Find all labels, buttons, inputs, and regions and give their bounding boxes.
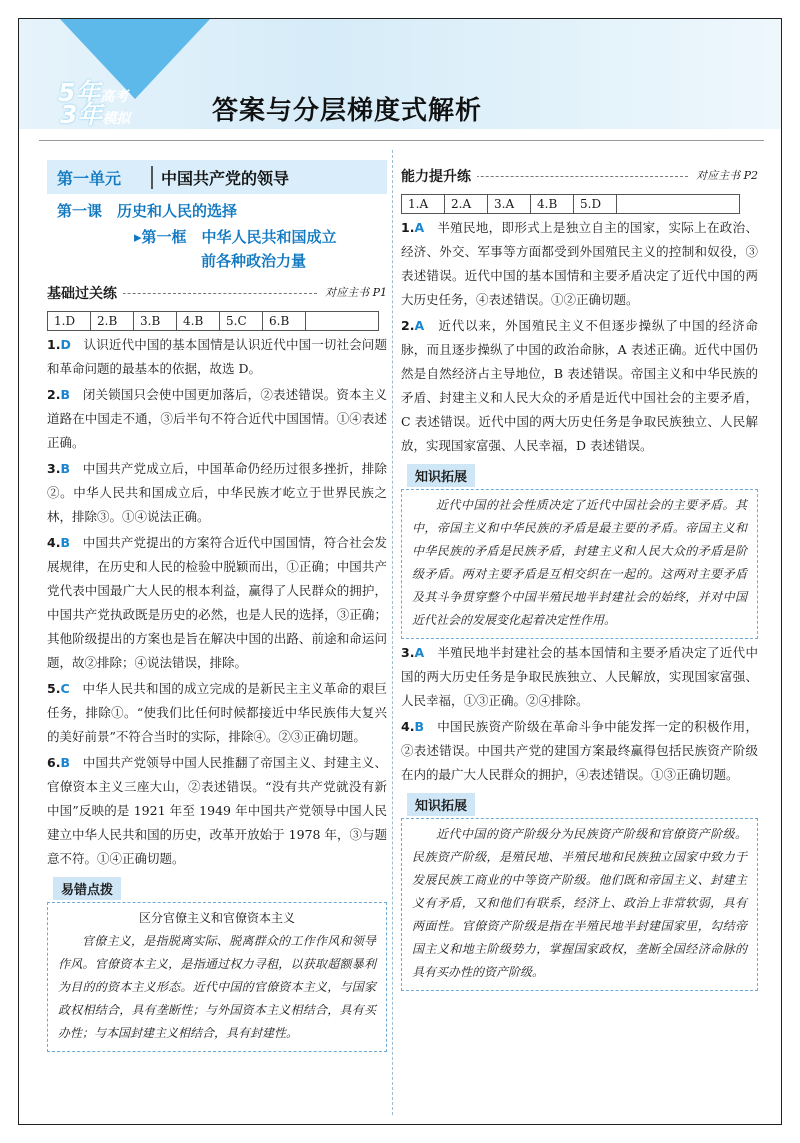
lesson-title: 第一课 历史和人民的选择	[57, 202, 238, 220]
answer-cell: 4.B	[531, 195, 574, 214]
unit-header	[47, 160, 387, 194]
extension-box	[401, 489, 758, 639]
question-item: 2.B 闭关锁国只会使中国更加落后，②表述错误。资本主义道路在中国走不通，③后半句不符合近代中国国情。①④表述正确。	[47, 387, 387, 450]
answer-cell: 3.A	[488, 195, 531, 214]
column-divider	[392, 150, 393, 1115]
question-item: 4.B 中国民族资产阶级在革命斗争中能发挥一定的积极作用，②表述错误。中国共产党的建国方案最终赢得包括民族资产阶级在内的最广大人民群众的拥护，④表述错误。①③正确切题。	[401, 719, 758, 782]
answer-cell: 4.B	[177, 312, 220, 331]
extension-text: 近代中国的社会性质决定了近代中国社会的主要矛盾。其中，帝国主义和中华民族的矛盾是最主要的矛盾。帝国主义和中华民族的矛盾是民族矛盾，封建主义和人民大众的矛盾是阶级矛盾。两对主要矛盾是互相交织在一起的。这两对主要矛盾及其斗争贯穿整个中国半殖民地半封建社会的始终，并对中国近代社会的发展变化起着决定性作用。	[412, 498, 747, 627]
unit-title: 中国共产党的领导	[151, 166, 289, 189]
question-item: 1.A 半殖民地，即形式上是独立自主的国家，实际上在政治、经济、外交、军事等方面都受到外国殖民主义的控制和奴役，③表述错误。近代中国的基本国情和主要矛盾决定了近代中国的两大历史任务，④表述错误。①②正确切题。	[401, 220, 758, 307]
unit-label: 第一单元	[57, 169, 122, 188]
logo-text-1: 5年	[58, 78, 101, 107]
question-item: 3.A 半殖民地半封建社会的基本国情和主要矛盾决定了近代中国的两大历史任务是争取民族独立、人民解放，实现国家富强、人民幸福，①③正确。②④排除。	[401, 645, 758, 708]
question-item: 1.D 认识近代中国的基本国情是认识近代中国一切社会问题和革命问题的最基本的依据，故选 D。	[47, 337, 387, 376]
section-reference: 对应主书 P1	[325, 286, 387, 299]
logo-text-2: 3年	[60, 100, 103, 129]
section-header-basic	[47, 281, 387, 305]
extension-box	[401, 818, 758, 991]
question-item: 6.B 中国共产党领导中国人民推翻了帝国主义、封建主义、官僚资本主义三座大山，②表述错误。“没有共产党就没有新中国”反映的是 1921 年至 1949 年中国共产党领导中国人民建立中华人民共和国的历史，改革开放始于 1978 年，③与题意不符。①④正确切题。	[47, 755, 387, 866]
section-title: 基础过关练	[47, 283, 123, 303]
answer-cell: 2.B	[91, 312, 134, 331]
logo-small-1: 高考	[100, 89, 129, 105]
frame-title	[134, 225, 387, 273]
extension-text: 近代中国的资产阶级分为民族资产阶级和官僚资产阶级。民族资产阶级，是殖民地、半殖民地和民族独立国家中致力于发展民族工商业的中等资产阶级。他们既和帝国主义、封建主义有矛盾，又和他们有联系，经济上、政治上非常软弱，具有两面性。官僚资产阶级是指在半殖民地半封建国家里，勾结帝国主义和地主阶级势力，掌握国家政权，垄断全国经济命脉的具有买办性的资产阶级。	[412, 827, 747, 979]
question-item: 4.B 中国共产党提出的方案符合近代中国国情，符合社会发展规律，在历史和人民的检验中脱颖而出，①正确；中国共产党代表中国最广大人民的根本利益，赢得了人民群众的拥护，中国共产党执政既是历史的必然，也是人民的选择，③正确；其他阶级提出的方案也是旨在解决中国的出路、前途和命运问题，故②排除；④说法错误，排除。	[47, 535, 387, 670]
question-item: 3.B 中国共产党成立后，中国革命仍经历过很多挫折，排除②。中华人民共和国成立后，中华民族才屹立于世界民族之林，排除③。①④说法正确。	[47, 461, 387, 524]
tip-title: 区分官僚主义和官僚资本主义	[138, 911, 295, 925]
answer-cell: 1.A	[402, 195, 445, 214]
frame-title-line2: 前各种政治力量	[201, 252, 307, 270]
section-reference: 对应主书 P2	[696, 169, 758, 182]
answer-table	[401, 194, 740, 214]
answer-cell: 5.C	[220, 312, 263, 331]
page-title: 答案与分层梯度式解析	[212, 96, 483, 126]
answer-cell: 2.A	[445, 195, 488, 214]
section-header-advanced	[401, 164, 758, 188]
answer-table	[47, 311, 379, 331]
question-item: 5.C 中华人民共和国的成立完成的是新民主主义革命的艰巨任务，排除①。“使我们比任何时候都接近中华民族伟大复兴的美好前景”不符合当时的实际，排除④。②③正确切题。	[47, 681, 387, 744]
answer-cell	[617, 195, 740, 214]
answer-cell: 1.D	[48, 312, 91, 331]
tip-box	[47, 902, 387, 1052]
answer-cell: 5.D	[574, 195, 617, 214]
logo-small-2: 模拟	[102, 111, 131, 127]
tip-text: 官僚主义，是指脱离实际、脱离群众的工作作风和领导作风。官僚资本主义，是指通过权力寻租，以获取超额暴利为目的的资本主义形态。近代中国的官僚资本主义，与国家政权相结合，具有垄断性；与外国资本主义相结合，具有买办性；与本国封建主义相结合，具有封建性。	[58, 934, 376, 1040]
left-column	[47, 160, 387, 1052]
question-item: 2.A 近代以来，外国殖民主义不但逐步操纵了中国的经济命脉，而且逐步操纵了中国的政治命脉，A 表述正确。近代中国仍然是自然经济占主导地位，B 表述错误。帝国主义和中华民族的矛盾、封建主义和人民大众的矛盾是近代中国社会的主要矛盾，C 表述错误。近代中国的两大历史任务是争取民族独立、人民解放，实现国家富强、人民幸福，D 表述错误。	[401, 318, 758, 453]
answer-cell: 6.B	[263, 312, 306, 331]
answer-cell	[306, 312, 379, 331]
frame-title-line1: ▸第一框 中华人民共和国成立	[134, 228, 337, 246]
section-title: 能力提升练	[401, 166, 477, 186]
right-column	[401, 164, 758, 991]
answer-cell: 3.B	[134, 312, 177, 331]
extension-tag: 知识拓展	[407, 793, 475, 816]
tip-tag: 易错点拨	[53, 877, 121, 900]
extension-tag: 知识拓展	[407, 464, 475, 487]
